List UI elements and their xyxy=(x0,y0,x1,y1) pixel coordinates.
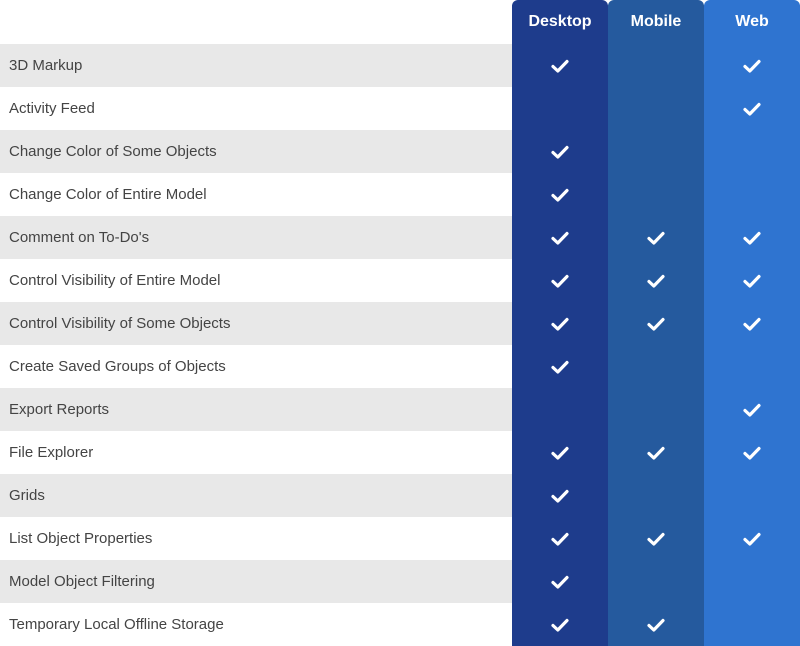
feature-name: Create Saved Groups of Objects xyxy=(0,345,512,388)
cell-mobile xyxy=(608,302,704,345)
table-row xyxy=(0,560,800,603)
cell-desktop xyxy=(512,431,608,474)
feature-name: Comment on To-Do's xyxy=(0,216,512,259)
check-icon xyxy=(551,532,569,546)
cell-desktop xyxy=(512,388,608,431)
feature-name: File Explorer xyxy=(0,431,512,474)
cell-desktop xyxy=(512,474,608,517)
feature-name: Grids xyxy=(0,474,512,517)
cell-desktop xyxy=(512,345,608,388)
feature-name: Change Color of Entire Model xyxy=(0,173,512,216)
feature-name: Control Visibility of Some Objects xyxy=(0,302,512,345)
cell-web xyxy=(704,44,800,87)
cell-desktop xyxy=(512,302,608,345)
feature-name: List Object Properties xyxy=(0,517,512,560)
check-icon xyxy=(743,274,761,288)
check-icon xyxy=(551,274,569,288)
table-row xyxy=(0,87,800,130)
table-row xyxy=(0,474,800,517)
check-icon xyxy=(743,532,761,546)
cell-desktop xyxy=(512,44,608,87)
cell-mobile xyxy=(608,517,704,560)
cell-web xyxy=(704,388,800,431)
column-header-mobile: Mobile xyxy=(608,0,704,44)
table-header xyxy=(0,0,800,44)
cell-desktop xyxy=(512,259,608,302)
check-icon xyxy=(743,59,761,73)
check-icon xyxy=(647,618,665,632)
check-icon xyxy=(551,59,569,73)
cell-web xyxy=(704,216,800,259)
table-row xyxy=(0,216,800,259)
cell-mobile xyxy=(608,431,704,474)
table-row xyxy=(0,302,800,345)
cell-web xyxy=(704,259,800,302)
cell-web xyxy=(704,345,800,388)
cell-web xyxy=(704,130,800,173)
check-icon xyxy=(551,145,569,159)
cell-desktop xyxy=(512,87,608,130)
cell-mobile xyxy=(608,603,704,646)
check-icon xyxy=(743,403,761,417)
table-row xyxy=(0,173,800,216)
cell-web xyxy=(704,87,800,130)
table-row xyxy=(0,130,800,173)
feature-name: 3D Markup xyxy=(0,44,512,87)
cell-web xyxy=(704,302,800,345)
check-icon xyxy=(551,231,569,245)
check-icon xyxy=(647,532,665,546)
check-icon xyxy=(551,188,569,202)
check-icon xyxy=(551,618,569,632)
feature-name: Temporary Local Offline Storage xyxy=(0,603,512,646)
cell-mobile xyxy=(608,474,704,517)
check-icon xyxy=(551,446,569,460)
cell-mobile xyxy=(608,216,704,259)
check-icon xyxy=(647,317,665,331)
feature-name: Activity Feed xyxy=(0,87,512,130)
check-icon xyxy=(551,360,569,374)
cell-mobile xyxy=(608,560,704,603)
check-icon xyxy=(743,446,761,460)
table-row xyxy=(0,44,800,87)
check-icon xyxy=(551,489,569,503)
cell-web xyxy=(704,603,800,646)
cell-desktop xyxy=(512,130,608,173)
cell-desktop xyxy=(512,603,608,646)
column-header-desktop: Desktop xyxy=(512,0,608,44)
cell-mobile xyxy=(608,259,704,302)
table-row xyxy=(0,603,800,646)
check-icon xyxy=(743,102,761,116)
cell-mobile xyxy=(608,345,704,388)
check-icon xyxy=(551,575,569,589)
feature-name: Change Color of Some Objects xyxy=(0,130,512,173)
feature-name: Export Reports xyxy=(0,388,512,431)
cell-web xyxy=(704,560,800,603)
cell-mobile xyxy=(608,87,704,130)
table-row xyxy=(0,388,800,431)
check-icon xyxy=(647,274,665,288)
cell-desktop xyxy=(512,517,608,560)
table-row xyxy=(0,345,800,388)
check-icon xyxy=(743,317,761,331)
feature-name: Control Visibility of Entire Model xyxy=(0,259,512,302)
cell-mobile xyxy=(608,173,704,216)
cell-web xyxy=(704,474,800,517)
cell-mobile xyxy=(608,130,704,173)
cell-web xyxy=(704,517,800,560)
cell-web xyxy=(704,173,800,216)
cell-mobile xyxy=(608,44,704,87)
table-row xyxy=(0,259,800,302)
check-icon xyxy=(647,446,665,460)
check-icon xyxy=(551,317,569,331)
cell-mobile xyxy=(608,388,704,431)
cell-desktop xyxy=(512,560,608,603)
check-icon xyxy=(743,231,761,245)
column-header-web: Web xyxy=(704,0,800,44)
check-icon xyxy=(647,231,665,245)
cell-desktop xyxy=(512,173,608,216)
cell-web xyxy=(704,431,800,474)
table-row xyxy=(0,517,800,560)
cell-desktop xyxy=(512,216,608,259)
table-row xyxy=(0,431,800,474)
feature-name: Model Object Filtering xyxy=(0,560,512,603)
